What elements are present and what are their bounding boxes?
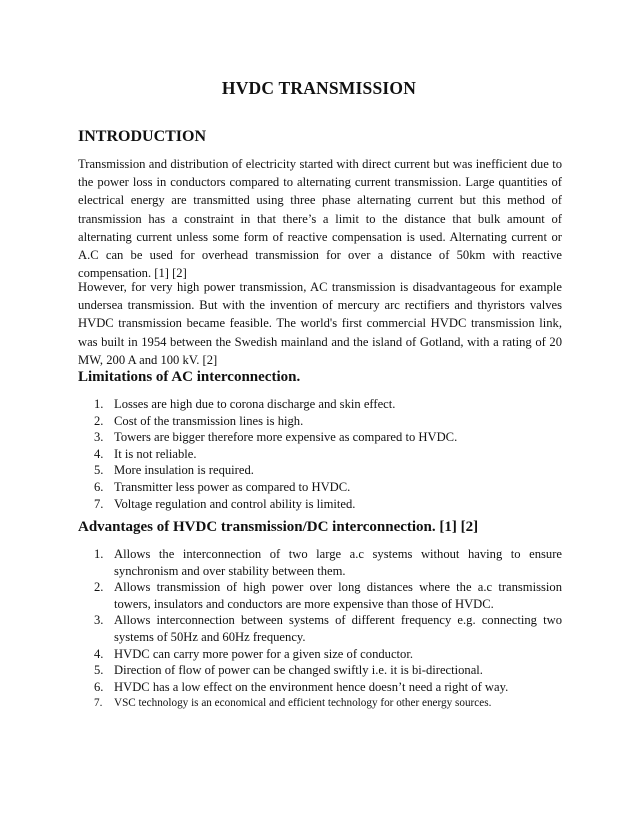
list-item <box>94 679 562 696</box>
list-number: 4. <box>94 646 104 661</box>
list-text: VSC technology is an economical and efficient technology for other energy sources. <box>114 697 492 710</box>
list-text: More insulation is required. <box>114 463 254 478</box>
introduction-paragraph-1: Transmission and distribution of electricity started with direct current but was inefficient due to the power loss in conductors compared to alternating current transmission. Large quantities of electrical energy are transmitted using three phase alternating current but this method of transmission has a constraint in that there’s a limit to the distance that bulk amount of alternating current unless some form of reactive compensation is used. Alternating current or A.C can be used for overhead transmission for over a distance of 50km with reactive compensation. [1] [2] <box>78 157 562 281</box>
list-item <box>94 429 562 446</box>
list-text: Allows the interconnection of two large a.c systems without having to ensure synchronism and over stability between them. <box>114 547 562 578</box>
limitations-heading: Limitations of AC interconnection. <box>78 369 301 385</box>
list-item <box>94 462 562 479</box>
list-number: 1. <box>94 397 104 411</box>
introduction-paragraph-2: However, for very high power transmission, AC transmission is disadvantageous for example undersea transmission. But with the invention of mercury arc rectifiers and thyristors valves HVDC transmission became feasible. The world's first commercial HVDC transmission link, was built in 1954 between the Swedish mainland and the island of Gotland, with a rating of 20 MW, 200 A and 100 kV. [2] <box>78 280 562 367</box>
advantages-heading-citation: . [1] [2] <box>431 519 479 535</box>
list-number: 4. <box>94 446 104 461</box>
list-number: 6. <box>94 679 104 694</box>
list-item <box>94 546 562 579</box>
list-item <box>94 479 562 496</box>
list-item <box>94 446 562 463</box>
list-text: HVDC has a low effect on the environment hence doesn’t need a right of way. <box>114 679 509 694</box>
list-item <box>94 496 562 513</box>
list-number: 5. <box>94 663 104 678</box>
list-item <box>94 413 562 430</box>
list-item <box>94 646 562 663</box>
list-text: Transmitter less power as compared to HVDC. <box>114 479 351 494</box>
list-number: 1. <box>94 547 104 561</box>
list-text: Cost of the transmission lines is high. <box>114 413 304 428</box>
advantages-heading <box>78 519 478 536</box>
list-text: Allows transmission of high power over long distances where the a.c transmission towers, insulators and conductors are more expensive than those of HVDC. <box>114 580 562 611</box>
advantages-heading-bold: Advantages of HVDC transmission/DC interconnection <box>78 519 432 535</box>
list-number: 7. <box>94 697 103 710</box>
list-text: Voltage regulation and control ability is limited. <box>114 496 356 511</box>
list-number: 5. <box>94 463 104 478</box>
list-number: 3. <box>94 613 104 628</box>
list-number: 2. <box>94 580 104 595</box>
list-text: It is not reliable. <box>114 446 197 461</box>
list-number: 3. <box>94 430 104 445</box>
list-item <box>94 579 562 612</box>
list-item <box>94 612 562 645</box>
list-text: Direction of flow of power can be changed swiftly i.e. it is bi-directional. <box>114 663 483 678</box>
introduction-heading: INTRODUCTION <box>78 128 207 145</box>
list-number: 6. <box>94 479 104 494</box>
limitations-list <box>94 396 562 512</box>
list-number: 7. <box>94 496 104 511</box>
list-text: HVDC can carry more power for a given size of conductor. <box>114 646 413 661</box>
advantages-list <box>94 546 562 712</box>
list-text: Allows interconnection between systems of different frequency e.g. connecting two systems of 50Hz and 60Hz frequency. <box>114 613 562 644</box>
list-text: Losses are high due to corona discharge and skin effect. <box>114 397 396 411</box>
list-item <box>94 662 562 679</box>
page-title: HVDC TRANSMISSION <box>221 78 417 98</box>
list-number: 2. <box>94 413 104 428</box>
list-item <box>94 396 562 413</box>
list-text: Towers are bigger therefore more expensive as compared to HVDC. <box>114 430 458 445</box>
list-item <box>94 695 562 712</box>
